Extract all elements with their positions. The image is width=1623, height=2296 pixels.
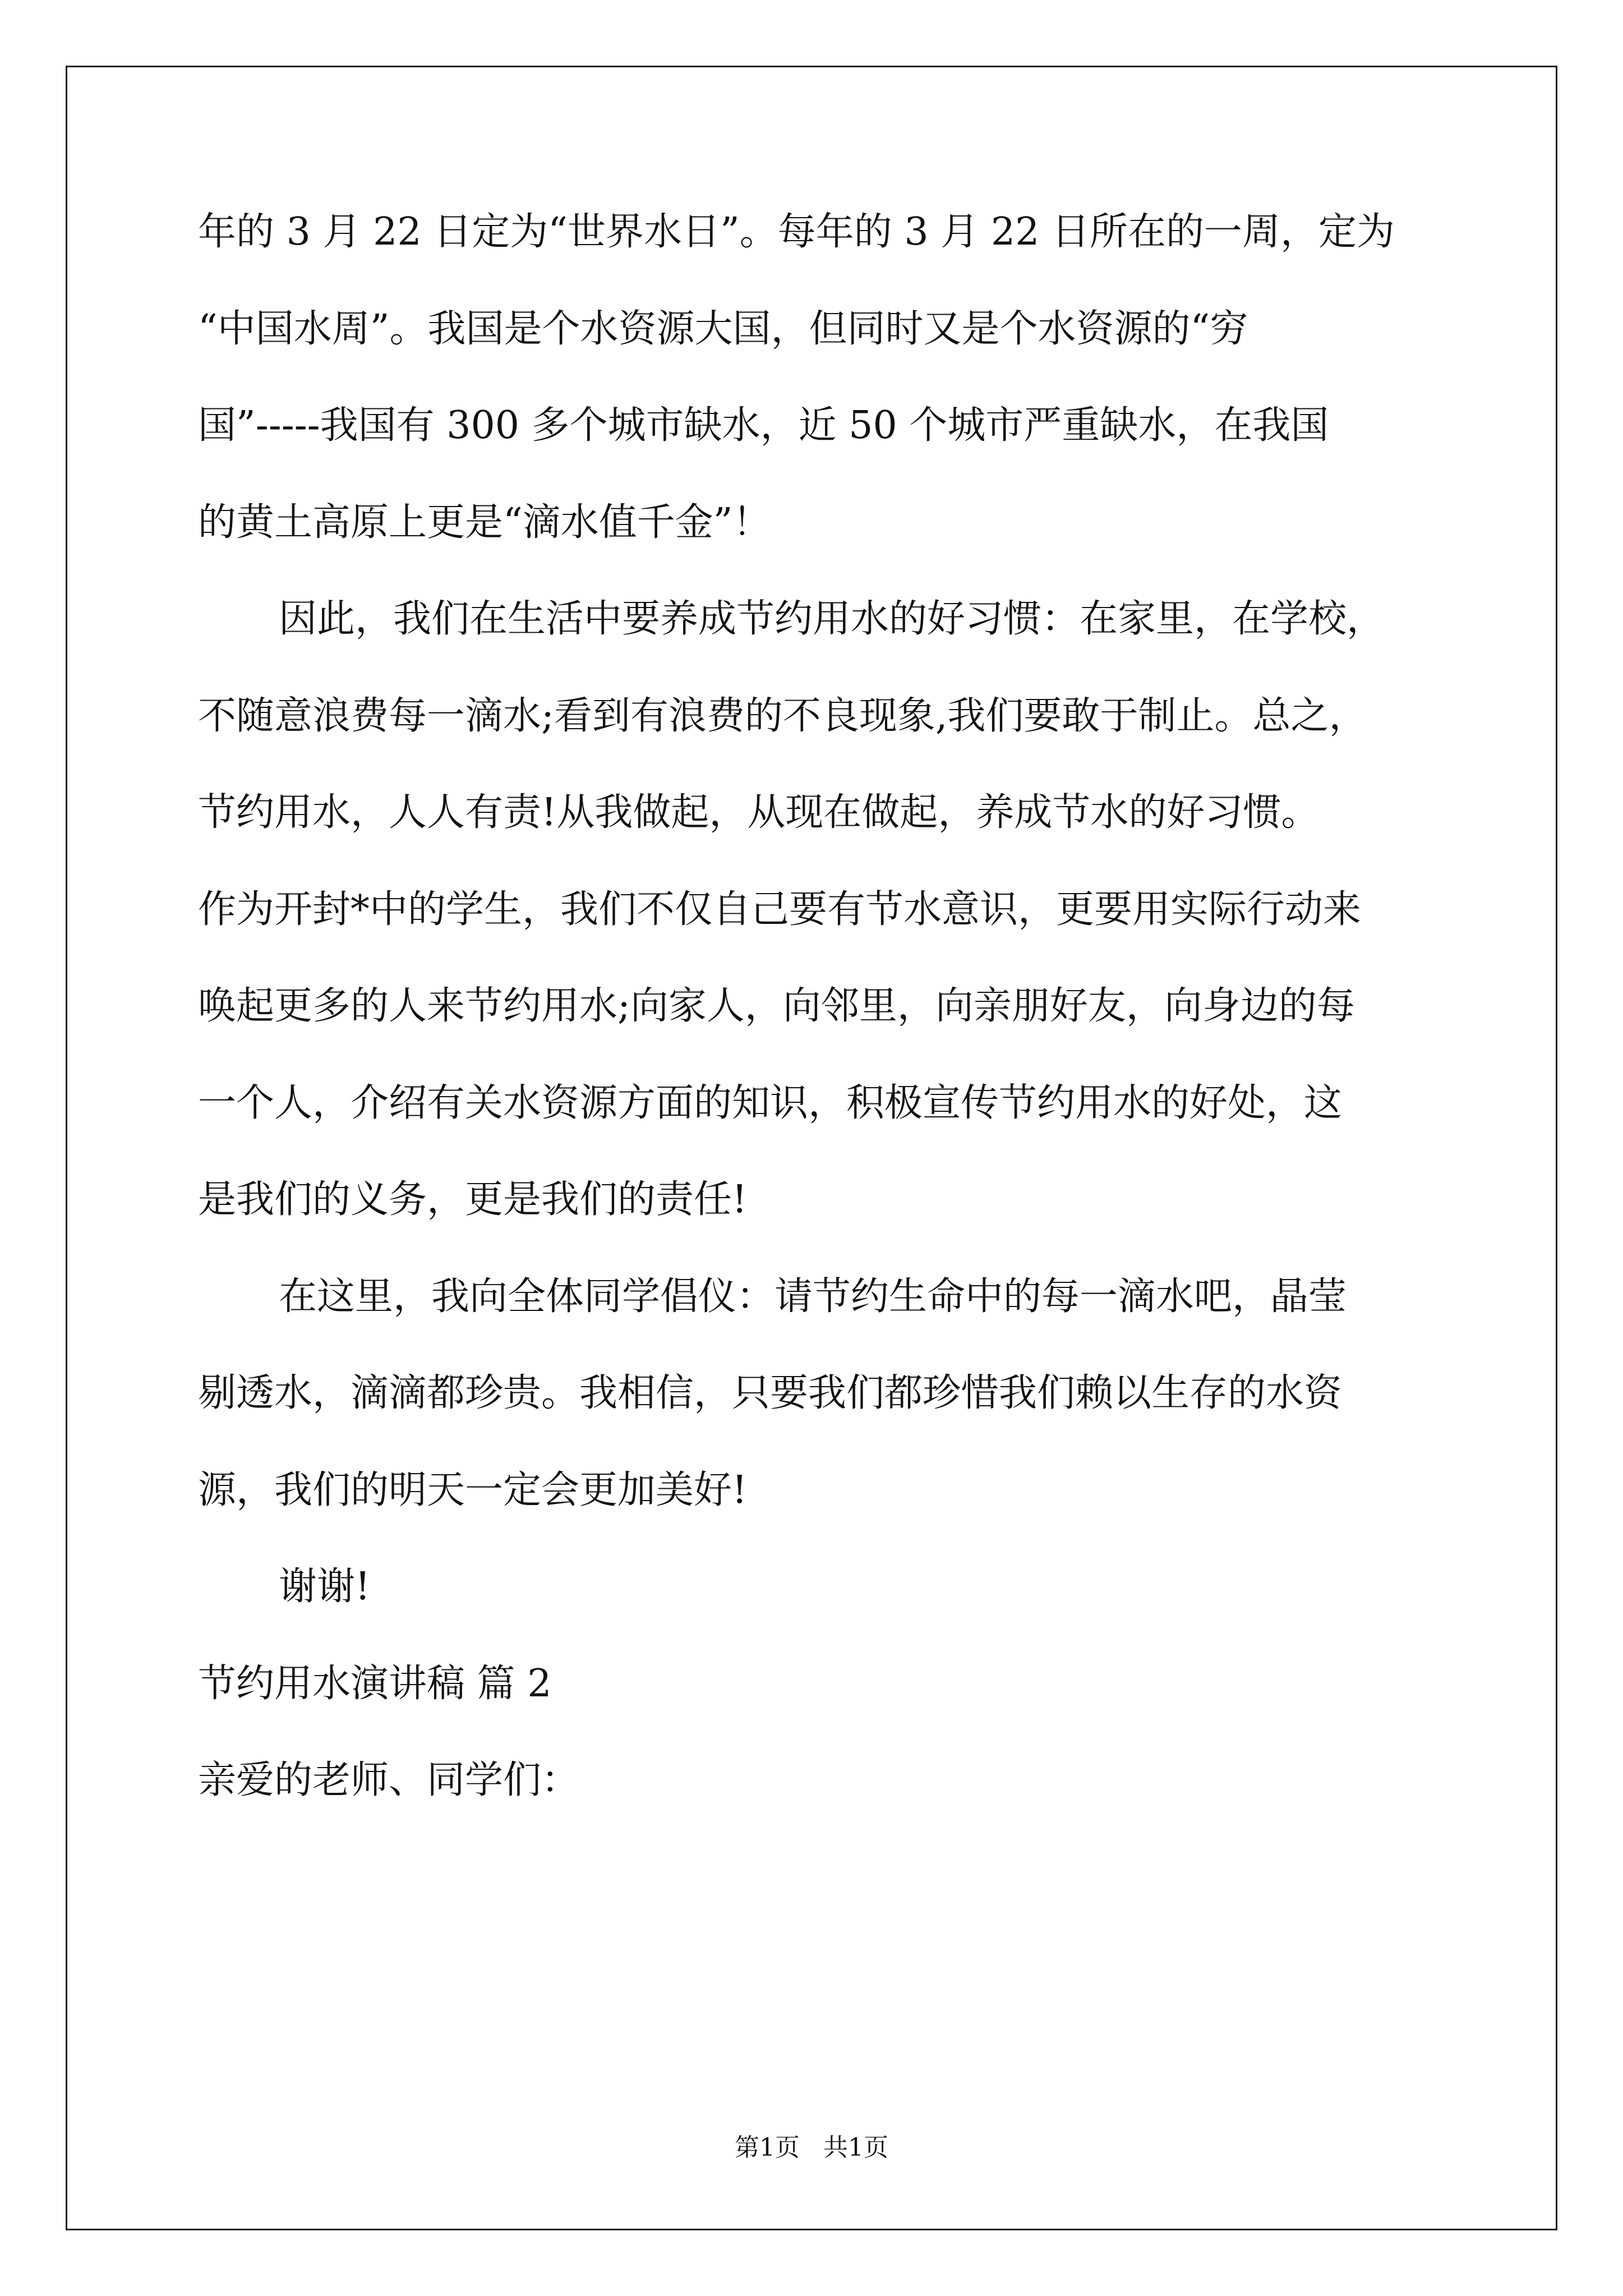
text-line: 作为开封*中的学生，我们不仅自己要有节水意识，更要用实际行动来 xyxy=(198,887,1362,932)
page-number-footer: 第1页 共1页 xyxy=(735,2133,888,2162)
salutation: 亲爱的老师、同学们： xyxy=(198,1758,580,1802)
section-heading: 节约用水演讲稿 篇 2 xyxy=(198,1661,552,1706)
closing-thanks: 谢谢! xyxy=(279,1565,371,1609)
text-line: 国”-----我国有 300 多个城市缺水，近 50 个城市严重缺水，在我国 xyxy=(198,403,1329,448)
text-line: 唤起更多的人来节约用水;向家人，向邻里，向亲朋好友，向身边的每 xyxy=(198,984,1355,1028)
text-line: 剔透水，滴滴都珍贵。我相信，只要我们都珍惜我们赖以生存的水资 xyxy=(198,1371,1343,1415)
text-line: 节约用水，人人有责!从我做起，从现在做起，养成节水的好习惯。 xyxy=(198,790,1320,835)
paragraph-start-line: 因此，我们在生活中要养成节约用水的好习惯：在家里，在学校， xyxy=(279,597,1385,641)
text-line: 是我们的义务，更是我们的责任! xyxy=(198,1177,748,1222)
text-line: 的黄土高原上更是“滴水值千金”！ xyxy=(198,500,771,545)
text-line: 一个人，介绍有关水资源方面的知识，积极宣传节约用水的好处，这 xyxy=(198,1080,1343,1125)
text-line: 年的 3 月 22 日定为“世界水日”。每年的 3 月 22 日所在的一周，定为 xyxy=(198,210,1395,254)
text-line: “中国水周”。我国是个水资源大国，但同时又是个水资源的“穷 xyxy=(198,306,1248,351)
text-line: 源，我们的明天一定会更加美好! xyxy=(198,1467,748,1512)
text-line: 不随意浪费每一滴水;看到有浪费的不良现象,我们要敢于制止。总之， xyxy=(198,693,1367,738)
paragraph-start-line: 在这里，我向全体同学倡仪：请节约生命中的每一滴水吧，晶莹 xyxy=(279,1274,1347,1319)
document-body xyxy=(198,208,1432,1853)
